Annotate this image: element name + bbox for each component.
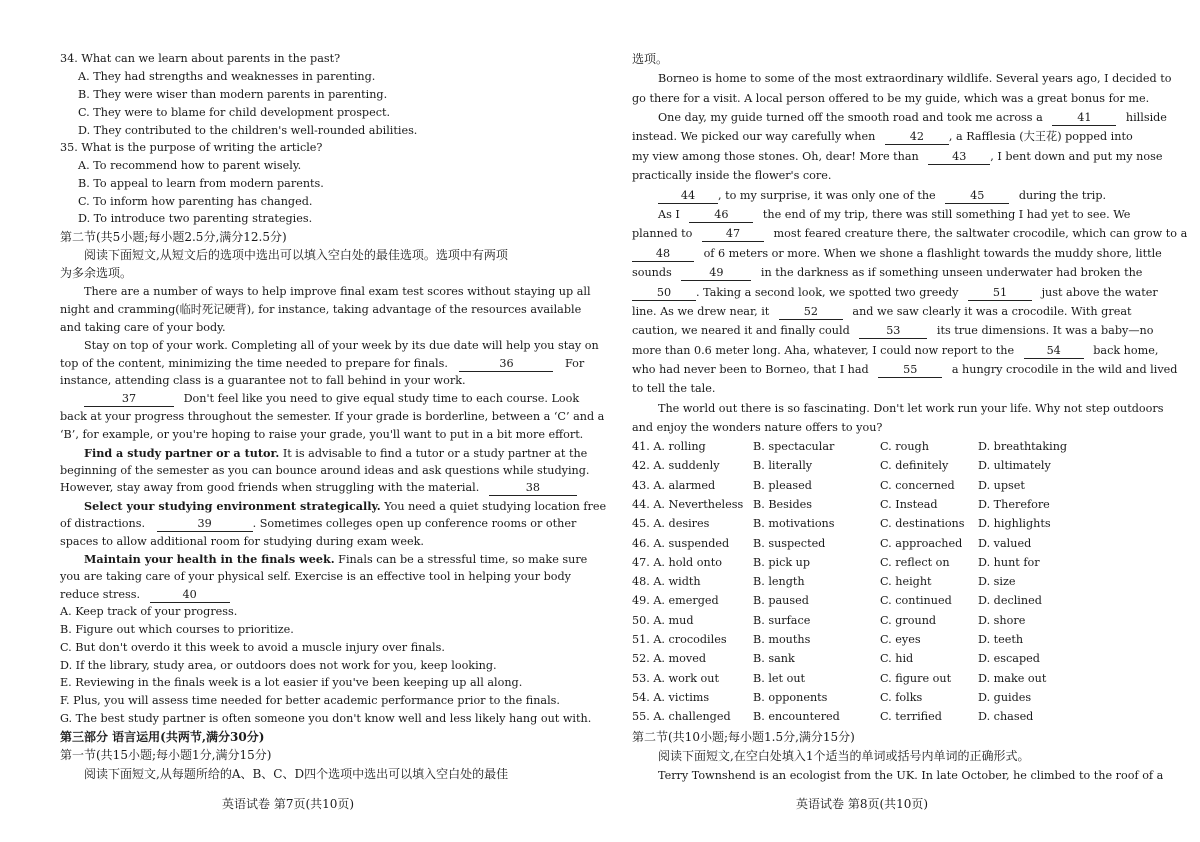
q34-option-b: B. They were wiser than modern parents in parenting. [78, 88, 388, 101]
option-choice: C. concerned [880, 478, 955, 492]
passage-line: beginning of the semester as you can bounce around ideas and ask questions while studying. [60, 464, 590, 477]
passage-line [60, 517, 576, 532]
passage-text: , to my surprise, it was only one of the [718, 189, 936, 202]
blank-37: 37 [84, 392, 174, 407]
passage-text: just above the water [1041, 286, 1158, 299]
passage-line [632, 150, 1162, 165]
passage-line: night and cramming(临时死记硬背), for instance, taking advantage of the resources available [60, 303, 582, 316]
blank-48: 48 [632, 247, 694, 262]
option-choice: 43. A. alarmed [632, 478, 716, 492]
passage-line [632, 227, 1187, 242]
option-choice: C. Instead [880, 497, 938, 511]
q35-option-a: A. To recommend how to parent wisely. [78, 159, 302, 172]
option-choice: C. height [880, 575, 932, 589]
passage-text: It is advisable to find a tutor or a study partner at the [279, 447, 588, 460]
blank-52: 52 [779, 305, 843, 320]
blank-42: 42 [885, 130, 949, 145]
option-choice: D. guides [978, 690, 1032, 704]
passage-line [632, 363, 1177, 378]
passage-text: line. As we drew near, it [632, 305, 770, 318]
passage-text: , a Rafflesia (大王花) popped into [948, 130, 1133, 143]
option-choice: C. continued [880, 594, 952, 608]
option-choice: 53. A. work out [632, 671, 719, 685]
blank-54: 54 [1024, 344, 1084, 359]
part3-heading: 第三部分 语言运用(共两节,满分30分) [60, 730, 265, 744]
passage-text: during the trip. [1018, 189, 1107, 202]
passage-text: , I bent down and put my nose [990, 150, 1163, 163]
option-choice: B. length [753, 575, 805, 589]
section2-instruction: 阅读下面短文,从短文后的选项中选出可以填入空白处的最佳选项。选项中有两项 [84, 248, 508, 262]
blank-53: 53 [859, 324, 927, 339]
right-page [600, 0, 1200, 842]
q35-option-d: D. To introduce two parenting strategies. [78, 212, 313, 225]
option-choice: B. spectacular [753, 440, 835, 453]
q34-option-d: D. They contributed to the children's well-rounded abilities. [78, 124, 418, 137]
blank-51: 51 [968, 286, 1032, 301]
passage-text: reduce stress. [60, 588, 141, 601]
passage-text: my view among those stones. Oh, dear! More than [632, 150, 919, 163]
passage-text: of 6 meters or more. When we shone a flashlight towards the muddy shore, little [703, 247, 1162, 260]
passage-line: Terry Townshend is an ecologist from the UK. In late October, he climbed to the roof of a [658, 769, 1164, 782]
blank-45: 45 [945, 189, 1009, 204]
q35-stem: 35. What is the purpose of writing the article? [60, 141, 323, 154]
blank-55: 55 [878, 363, 942, 378]
page-footer: 英语试卷 第8页(共10页) [796, 797, 929, 811]
q34-option-a: A. They had strengths and weaknesses in parenting. [78, 70, 376, 83]
passage-text: a hungry crocodile in the wild and lived [951, 363, 1178, 376]
option-choice: B. literally [753, 459, 813, 473]
passage-line [658, 208, 1130, 223]
option-choice: C. approached [880, 536, 963, 550]
passage-line [632, 324, 1153, 339]
blank-44: 44 [658, 189, 718, 204]
q34-option-c: C. They were to blame for child development prospect. [78, 106, 391, 119]
passage-text: in the darkness as if something unseen underwater had broken the [760, 266, 1143, 279]
choice-b: B. Figure out which courses to prioritize. [60, 623, 294, 636]
passage-text: more than 0.6 meter long. Aha, whatever, I could now report to the [632, 344, 1015, 357]
option-choice: D. breathtaking [978, 440, 1068, 453]
option-choice: 48. A. width [632, 575, 701, 589]
part3-instruction: 阅读下面短文,从每题所给的A、B、C、D四个选项中选出可以填入空白处的最佳 [84, 767, 509, 781]
option-choice: B. encountered [753, 710, 840, 724]
option-choice: D. size [978, 575, 1016, 589]
option-choice: 49. A. emerged [632, 594, 719, 608]
blank-39: 39 [157, 517, 253, 532]
passage-text: hillside [1125, 111, 1167, 124]
passage-line [632, 247, 1162, 262]
option-choice: B. pleased [753, 478, 812, 492]
choice-e: E. Reviewing in the finals week is a lot easier if you've been keeping up all along. [60, 676, 523, 689]
option-choice: 55. A. challenged [632, 710, 731, 724]
passage-text: sounds [632, 266, 672, 279]
page-footer: 英语试卷 第7页(共10页) [222, 797, 355, 811]
option-choice: C. terrified [880, 710, 942, 724]
passage-line [84, 499, 606, 514]
option-choice: 54. A. victims [632, 690, 710, 704]
option-choice: B. opponents [753, 690, 828, 704]
option-choice: B. motivations [753, 517, 835, 531]
passage-text: its true dimensions. It was a baby—no [936, 324, 1154, 337]
option-choice: B. sank [753, 652, 795, 666]
option-choice: 42. A. suddenly [632, 459, 720, 473]
passage-text: As I [658, 208, 680, 221]
option-choice: B. let out [753, 671, 806, 685]
passage-line [84, 392, 579, 407]
passage-text: For [565, 357, 585, 370]
passage-text: . Taking a second look, we spotted two greedy [696, 286, 959, 299]
passage-text: most feared creature there, the saltwater crocodile, which can grow to a [773, 227, 1188, 240]
blank-49: 49 [681, 266, 751, 281]
option-choice: D. ultimately [978, 459, 1051, 473]
subheading: Select your studying environment strategically. [84, 499, 381, 513]
option-choice: C. rough [880, 440, 929, 453]
option-choice: B. mouths [753, 633, 811, 646]
option-choice: 45. A. desires [632, 517, 710, 531]
passage-text: who had never been to Borneo, that I had [632, 363, 869, 376]
choice-g: G. The best study partner is often someone you don't know well and less likely hang out with. [60, 712, 592, 725]
option-choice: C. reflect on [880, 555, 950, 569]
option-choice: C. folks [880, 690, 923, 704]
passage-text: back home, [1093, 344, 1159, 357]
blank-50: 50 [632, 286, 696, 301]
passage-line: back at your progress throughout the semester. If your grade is borderline, between a ‘C’ and a [60, 410, 605, 423]
passage-line: you are taking care of your physical self. Exercise is an effective tool in helping your body [60, 570, 571, 583]
option-choice: D. upset [978, 478, 1025, 492]
option-choice: B. paused [753, 594, 809, 608]
passage-text: However, stay away from good friends when struggling with the material. [60, 481, 480, 494]
option-choice: 44. A. Nevertheless [632, 497, 744, 511]
passage-line: and taking care of your body. [60, 321, 226, 334]
q35-option-b: B. To appeal to learn from modern parents. [78, 177, 324, 190]
passage-line: to tell the tale. [632, 382, 716, 395]
option-choice: 50. A. mud [632, 613, 694, 627]
option-choice: C. eyes [880, 633, 921, 646]
option-choice: B. Besides [753, 497, 813, 511]
passage-line [84, 446, 587, 461]
passage-line [632, 266, 1142, 281]
option-choice: D. valued [978, 536, 1032, 550]
passage-text: of distractions. [60, 517, 146, 530]
choice-a: A. Keep track of your progress. [60, 605, 238, 618]
passage-text: Finals can be a stressful time, so make sure [334, 553, 588, 566]
passage-line: and enjoy the wonders nature offers to you? [632, 421, 883, 434]
blank-36: 36 [459, 357, 553, 372]
passage-text: Don't feel like you need to give equal study time to each course. Look [183, 392, 580, 405]
passage-line: practically inside the flower's core. [632, 169, 832, 182]
passage-line [84, 552, 587, 567]
blank-47: 47 [702, 227, 764, 242]
passage-line: spaces to allow additional room for studying during exam week. [60, 535, 424, 548]
option-choice: 47. A. hold onto [632, 555, 722, 569]
passage-line [632, 286, 1158, 301]
option-choice: D. make out [978, 671, 1047, 685]
option-choice: C. ground [880, 613, 937, 627]
passage-text: and we saw clearly it was a crocodile. With great [852, 305, 1132, 318]
blank-41: 41 [1052, 111, 1116, 126]
subheading: Maintain your health in the finals week. [84, 552, 335, 566]
option-choice: C. hid [880, 652, 914, 666]
passage-line [632, 130, 1133, 145]
option-choice: 41. A. rolling [632, 440, 706, 453]
option-choice: 46. A. suspended [632, 536, 730, 550]
option-choice: D. shore [978, 613, 1026, 627]
instruction-cont: 选项。 [632, 52, 669, 66]
passage-line [60, 588, 230, 603]
passage-line [60, 357, 584, 372]
passage-line: ‘B’, for example, or you're hoping to raise your grade, you'll want to put in a bit more effort. [60, 428, 584, 441]
option-choice: D. Therefore [978, 497, 1050, 511]
passage-line: Borneo is home to some of the most extraordinary wildlife. Several years ago, I decided to [658, 72, 1172, 85]
passage-text: instead. We picked our way carefully when [632, 130, 876, 143]
passage-text: the end of my trip, there was still something I had yet to see. We [762, 208, 1131, 221]
passage-line [60, 481, 577, 496]
choice-c: C. But don't overdo it this week to avoid a muscle injury over finals. [60, 641, 445, 654]
blank-40: 40 [150, 588, 230, 603]
passage-line [632, 305, 1131, 320]
subheading: Find a study partner or a tutor. [84, 446, 280, 460]
option-choice: C. destinations [880, 517, 965, 531]
passage-text: You need a quiet studying location free [380, 500, 607, 513]
option-choice: B. surface [753, 613, 811, 627]
blank-43: 43 [928, 150, 990, 165]
choice-d: D. If the library, study area, or outdoors does not work for you, keep looking. [60, 659, 497, 672]
passage-line: The world out there is so fascinating. Don't let work run your life. Why not step outdoors [658, 402, 1164, 415]
passage-line: Stay on top of your work. Completing all of your week by its due date will help you stay on [84, 339, 599, 352]
passage-line: There are a number of ways to help improve final exam test scores without staying up all [84, 285, 591, 298]
passage-line: go there for a visit. A local person offered to be my guide, which was a great bonus for me. [632, 92, 1150, 105]
passage-line [658, 111, 1167, 126]
option-choice: D. teeth [978, 633, 1024, 646]
q35-option-c: C. To inform how parenting has changed. [78, 195, 313, 208]
option-choice: D. escaped [978, 652, 1040, 666]
part3-section1-heading: 第一节(共15小题;每小题1分,满分15分) [60, 748, 272, 762]
blank-38: 38 [489, 481, 577, 496]
q34-stem: 34. What can we learn about parents in the past? [60, 52, 341, 65]
section2-heading: 第二节(共5小题;每小题2.5分,满分12.5分) [60, 230, 287, 244]
option-choice: B. pick up [753, 555, 811, 569]
section2-instruction: 阅读下面短文,在空白处填入1个适当的单词或括号内单词的正确形式。 [658, 749, 1030, 763]
option-choice: D. highlights [978, 517, 1051, 531]
option-choice: C. figure out [880, 671, 952, 685]
passage-line: instance, attending class is a guarantee not to fall behind in your work. [60, 374, 466, 387]
option-choice: 51. A. crocodiles [632, 633, 727, 646]
passage-text: . Sometimes colleges open up conference rooms or other [252, 517, 577, 530]
passage-text: planned to [632, 227, 693, 240]
passage-text: caution, we neared it and finally could [632, 324, 850, 337]
option-choice: D. declined [978, 594, 1042, 608]
section2-heading: 第二节(共10小题;每小题1.5分,满分15分) [632, 730, 855, 744]
option-choice: D. hunt for [978, 555, 1040, 569]
section2-instruction-cont: 为多余选项。 [60, 266, 133, 280]
option-choice: C. definitely [880, 459, 949, 473]
option-choice: 52. A. moved [632, 652, 706, 666]
choice-f: F. Plus, you will assess time needed for better academic performance prior to the finals. [60, 694, 560, 707]
passage-line [658, 189, 1106, 204]
passage-text: top of the content, minimizing the time needed to prepare for finals. [60, 357, 448, 370]
option-choice: D. chased [978, 710, 1034, 724]
passage-line [632, 344, 1158, 359]
blank-46: 46 [689, 208, 753, 223]
passage-text: One day, my guide turned off the smooth road and took me across a [658, 111, 1043, 124]
option-choice: B. suspected [753, 536, 826, 550]
